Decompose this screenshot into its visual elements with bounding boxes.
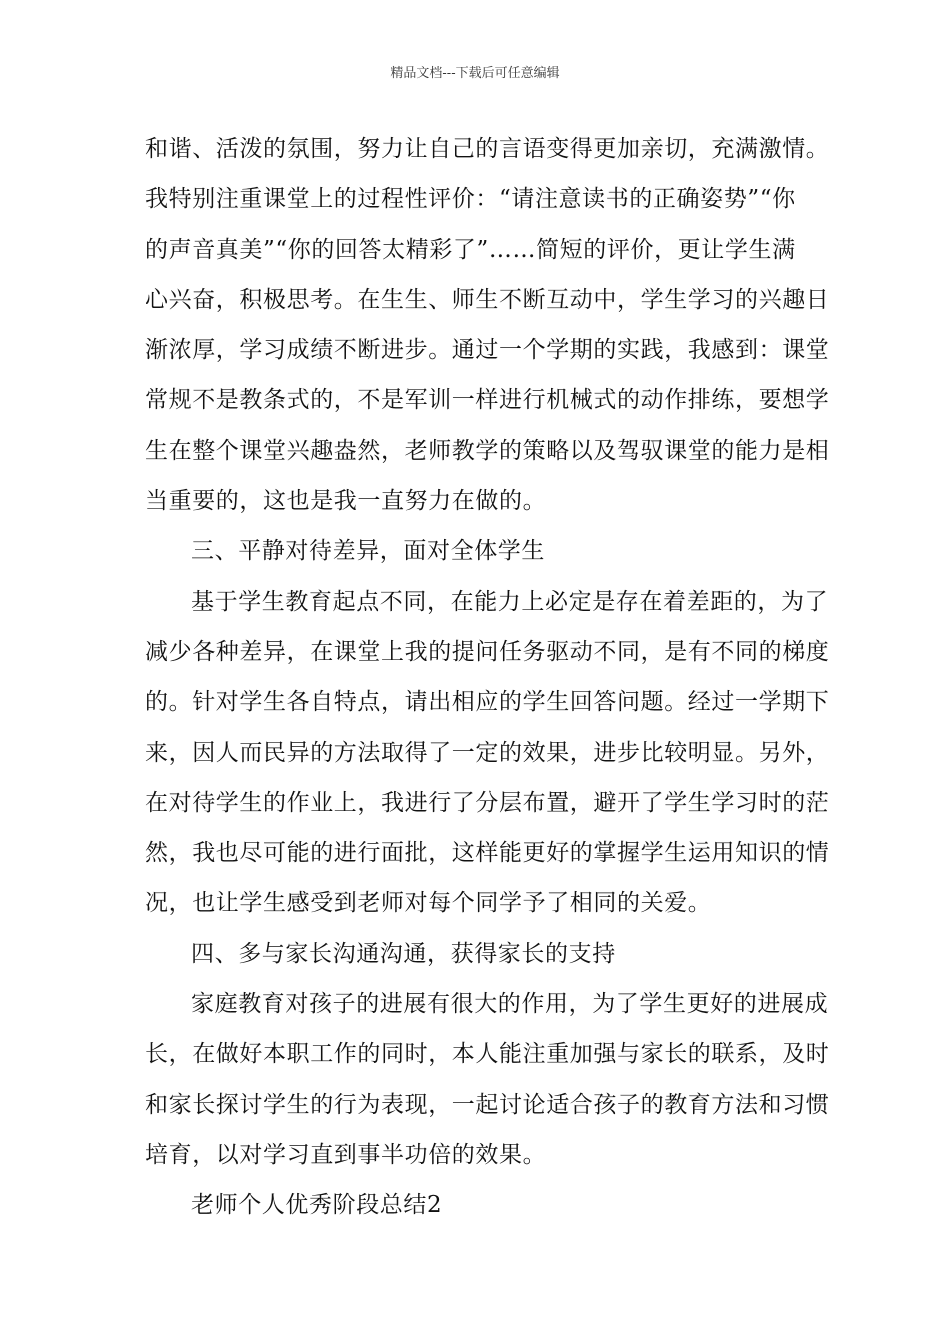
text-line-1: 和谐、活泼的氛围，努力让自己的言语变得更加亲切，充满激情。 xyxy=(145,136,830,162)
text-line-20: 和家长探讨学生的行为表现，一起讨论适合孩子的教育方法和习惯 xyxy=(145,1091,830,1118)
section-heading-3: 三、平静对待差异，面对全体学生 xyxy=(191,538,545,565)
text-line-7: 生在整个课堂兴趣盎然，老师教学的策略以及驾驭课堂的能力是相 xyxy=(145,437,830,464)
text-line-10: 基于学生教育起点不同，在能力上必定是存在着差距的，为了 xyxy=(191,588,829,615)
text-line-5: 渐浓厚，学习成绩不断进步。通过一个学期的实践，我感到：课堂 xyxy=(145,337,830,364)
text-line-12: 的。针对学生各自特点，请出相应的学生回答问题。经过一学期下 xyxy=(145,689,830,716)
page-header: 精品文档---下载后可任意编辑 xyxy=(390,66,560,81)
document-subtitle: 老师个人优秀阶段总结2 xyxy=(191,1192,443,1219)
text-line-2: 我特别注重课堂上的过程性评价：“请注意读书的正确姿势”“你 xyxy=(145,186,796,213)
text-line-8: 当重要的，这也是我一直努力在做的。 xyxy=(145,488,547,515)
text-line-19: 长，在做好本职工作的同时，本人能注重加强与家长的联系，及时 xyxy=(145,1041,830,1068)
text-line-18: 家庭教育对孩子的进展有很大的作用，为了学生更好的进展成 xyxy=(191,991,829,1018)
text-line-11: 减少各种差异，在课堂上我的提问任务驱动不同，是有不同的梯度 xyxy=(145,638,830,665)
text-line-4: 心兴奋，积极思考。在生生、师生不断互动中，学生学习的兴趣日 xyxy=(145,286,830,313)
text-line-3: 的声音真美”“你的回答太精彩了”……简短的评价，更让学生满 xyxy=(145,236,796,263)
section-heading-4: 四、多与家长沟通沟通，获得家长的支持 xyxy=(191,940,616,967)
text-line-13: 来，因人而民异的方法取得了一定的效果，进步比较明显。另外， xyxy=(145,739,830,766)
text-line-16: 况，也让学生感受到老师对每个同学予了相同的关爱。 xyxy=(145,890,712,917)
text-line-15: 然，我也尽可能的进行面批，这样能更好的掌握学生运用知识的情 xyxy=(145,840,830,867)
text-line-6: 常规不是教条式的，不是军训一样进行机械式的动作排练，要想学 xyxy=(145,387,830,414)
text-line-21: 培育，以对学习直到事半功倍的效果。 xyxy=(145,1141,547,1168)
text-line-14: 在对待学生的作业上，我进行了分层布置，避开了学生学习时的茫 xyxy=(145,789,830,816)
document-body xyxy=(145,124,830,1231)
